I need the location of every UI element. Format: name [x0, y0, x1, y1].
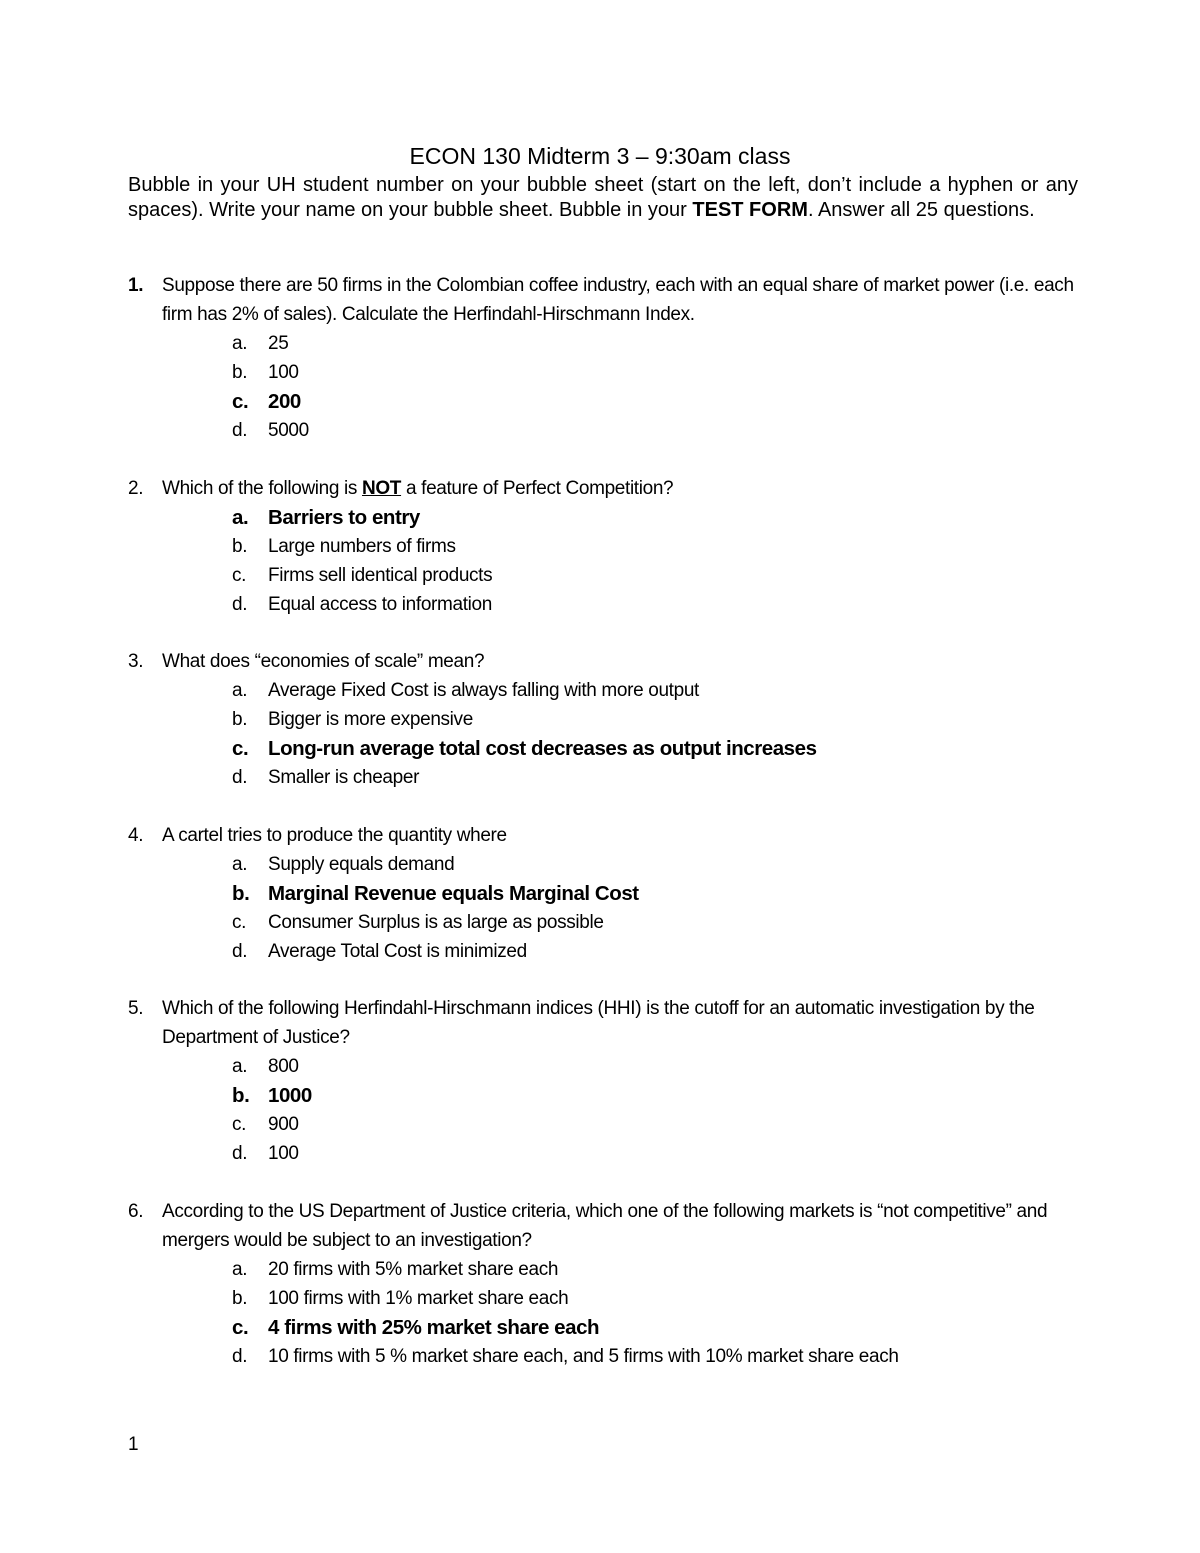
option-text: Average Total Cost is minimized	[268, 940, 527, 962]
question-text-before: Which of the following is	[162, 477, 362, 499]
question-number: 1.	[128, 275, 144, 296]
option-text: Barriers to entry	[268, 505, 420, 529]
option-letter: d.	[232, 940, 248, 962]
option-text: 10 firms with 5 % market share each, and 5 firms with 10% market share each	[268, 1345, 899, 1367]
option-letter: d.	[232, 767, 248, 788]
option-a	[128, 1052, 1088, 1081]
option-c	[128, 561, 1088, 590]
option-letter: c.	[232, 390, 249, 413]
question-6	[128, 1197, 1088, 1371]
question-5-stem	[128, 994, 1088, 1052]
question-text: Which of the following Herfindahl-Hirschmann indices (HHI) is the cutoff for an automatic investigation by the Department of Justice?	[162, 998, 1035, 1048]
question-list	[128, 271, 1088, 1399]
option-text: Supply equals demand	[268, 853, 455, 875]
option-a	[128, 676, 1088, 705]
option-letter: c.	[232, 564, 247, 586]
option-text: 1000	[268, 1084, 312, 1107]
option-letter: b.	[232, 881, 250, 905]
question-text: According to the US Department of Justice criteria, which one of the following markets is “not competitive” and mergers would be subject to an investigation?	[162, 1200, 1048, 1251]
question-emphasis-not: NOT	[362, 477, 402, 499]
option-letter: b.	[232, 1287, 248, 1309]
option-letter: c.	[232, 737, 249, 760]
option-text: Consumer Surplus is as large as possible	[268, 911, 604, 933]
option-text: 900	[268, 1114, 299, 1135]
exam-instructions	[128, 173, 1078, 222]
option-letter: c.	[232, 1315, 249, 1339]
option-d	[128, 590, 1088, 619]
question-2-stem	[128, 474, 1088, 503]
option-a	[128, 329, 1088, 358]
question-3-stem	[128, 647, 1088, 676]
option-letter: d.	[232, 593, 248, 615]
question-number: 2.	[128, 477, 144, 499]
exam-title: ECON 130 Midterm 3 – 9:30am class	[409, 143, 791, 169]
question-6-options	[128, 1255, 1088, 1371]
option-letter: a.	[232, 1056, 248, 1077]
question-number: 4.	[128, 824, 144, 846]
question-number: 3.	[128, 651, 144, 672]
option-text: 20 firms with 5% market share each	[268, 1258, 559, 1280]
question-text: Suppose there are 50 firms in the Colombian coffee industry, each with an equal share of market power (i.e. each firm has 2% of sales). Calculate the Herfindahl-Hirschmann Index.	[162, 275, 1074, 325]
question-text: What does “economies of scale” mean?	[162, 651, 485, 672]
option-letter: a.	[232, 333, 248, 354]
option-d	[128, 937, 1088, 966]
option-c-correct	[128, 387, 1088, 416]
option-letter: b.	[232, 1084, 250, 1107]
question-3	[128, 647, 1088, 792]
question-1	[128, 271, 1088, 445]
option-d	[128, 1139, 1088, 1168]
option-a-correct	[128, 503, 1088, 532]
option-letter: d.	[232, 1143, 248, 1164]
option-a	[128, 850, 1088, 879]
option-text: 4 firms with 25% market share each	[268, 1315, 600, 1339]
option-d	[128, 763, 1088, 792]
option-letter: d.	[232, 1345, 248, 1367]
option-text: Marginal Revenue equals Marginal Cost	[268, 881, 639, 905]
question-5-options	[128, 1052, 1088, 1168]
option-b	[128, 358, 1088, 387]
question-number: 5.	[128, 998, 144, 1019]
option-b	[128, 532, 1088, 561]
question-4	[128, 821, 1088, 966]
option-b-correct	[128, 1081, 1088, 1110]
option-text: Smaller is cheaper	[268, 767, 420, 788]
option-a	[128, 1255, 1088, 1284]
option-letter: a.	[232, 680, 248, 701]
question-2-options	[128, 503, 1088, 619]
option-letter: c.	[232, 1114, 247, 1135]
question-text-after: a feature of Perfect Competition?	[401, 477, 674, 499]
option-letter: b.	[232, 709, 248, 730]
instructions-text-before: Bubble in your UH student number on your bubble sheet (start on the left, don’t include a hyphen or any spaces). Write your name on your bubble sheet. Bubble in your	[128, 174, 1078, 221]
option-d	[128, 416, 1088, 445]
question-4-stem	[128, 821, 1088, 850]
option-b	[128, 1284, 1088, 1313]
option-letter: b.	[232, 535, 248, 557]
question-2	[128, 474, 1088, 619]
option-text: Bigger is more expensive	[268, 709, 473, 730]
option-b-correct	[128, 879, 1088, 908]
option-text: 100	[268, 1143, 299, 1164]
option-letter: d.	[232, 420, 248, 441]
option-text: Long-run average total cost decreases as output increases	[268, 737, 817, 760]
question-1-options	[128, 329, 1088, 445]
instructions-text-after: . Answer all 25 questions.	[807, 198, 1035, 221]
option-letter: a.	[232, 505, 249, 529]
option-text: Large numbers of firms	[268, 535, 456, 557]
instructions-test-form: TEST FORM	[692, 198, 808, 221]
option-text: 200	[268, 390, 301, 413]
option-text: Equal access to information	[268, 593, 492, 615]
option-letter: b.	[232, 362, 248, 383]
option-text: 25	[268, 333, 289, 354]
option-c-correct	[128, 1313, 1088, 1342]
question-3-options	[128, 676, 1088, 792]
option-c	[128, 1110, 1088, 1139]
option-letter: a.	[232, 1258, 248, 1280]
option-text: Firms sell identical products	[268, 564, 493, 586]
option-text: 800	[268, 1056, 299, 1077]
option-c-correct	[128, 734, 1088, 763]
option-text: 100	[268, 362, 299, 383]
question-number: 6.	[128, 1200, 144, 1222]
option-d	[128, 1342, 1088, 1371]
option-c	[128, 908, 1088, 937]
question-6-stem	[128, 1197, 1088, 1255]
option-text: 5000	[268, 420, 309, 441]
option-b	[128, 705, 1088, 734]
option-text: 100 firms with 1% market share each	[268, 1287, 569, 1309]
question-1-stem	[128, 271, 1088, 329]
question-5	[128, 994, 1088, 1168]
option-letter: c.	[232, 911, 247, 933]
question-4-options	[128, 850, 1088, 966]
page-number: 1	[128, 1434, 139, 1455]
option-text: Average Fixed Cost is always falling with more output	[268, 680, 699, 701]
option-letter: a.	[232, 853, 248, 875]
question-text: A cartel tries to produce the quantity where	[162, 824, 507, 846]
